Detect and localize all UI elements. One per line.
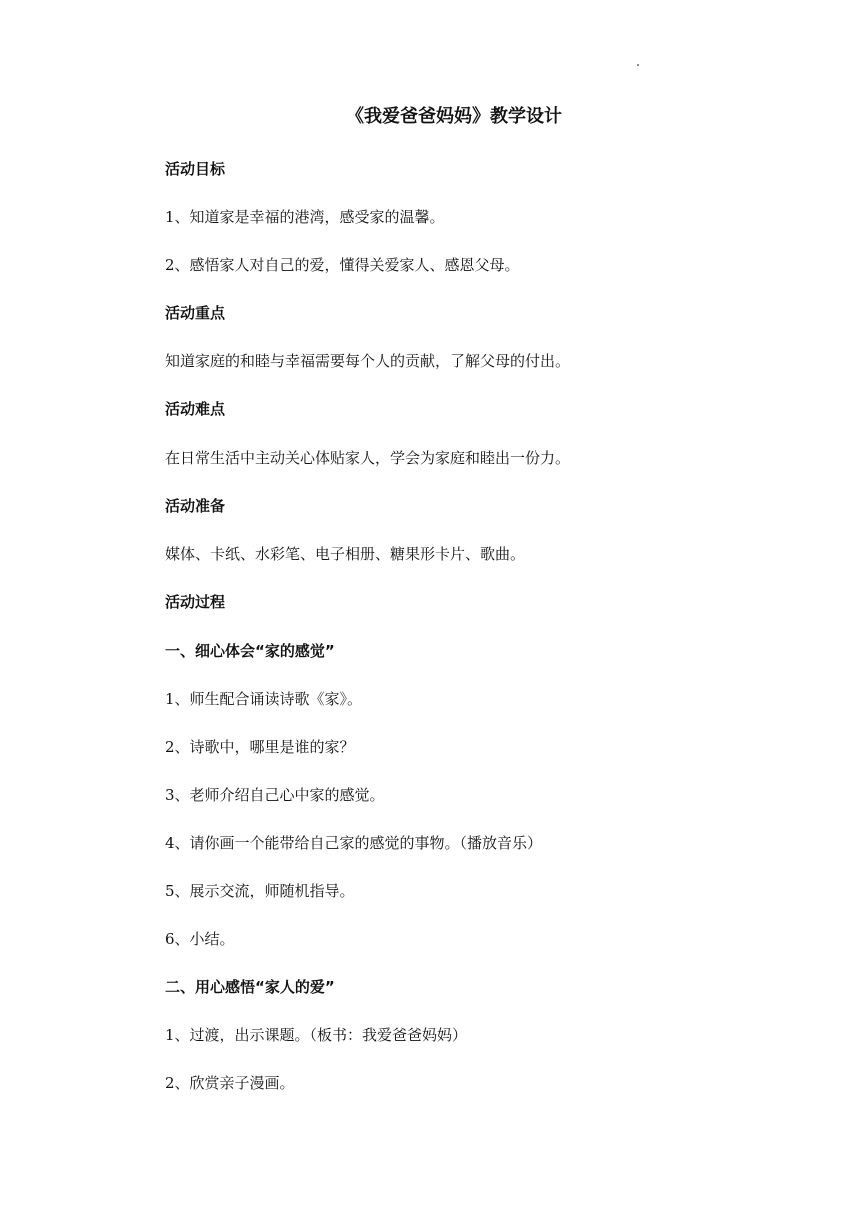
part-one-item: 2、诗歌中，哪里是谁的家？ xyxy=(165,738,355,756)
process-heading: 活动过程 xyxy=(165,593,226,611)
preparation-text: 媒体、卡纸、水彩笔、电子相册、糖果形卡片、歌曲。 xyxy=(165,545,526,563)
goal-item: 1、知道家是幸福的港湾，感受家的温馨。 xyxy=(165,208,445,226)
part-two-item: 1、过渡，出示课题。（板书：我爱爸爸妈妈） xyxy=(165,1026,468,1044)
goals-heading: 活动目标 xyxy=(165,160,226,178)
part-two-heading: 二、用心感悟“家人的爱” xyxy=(165,978,335,996)
difficulty-text: 在日常生活中主动关心体贴家人，学会为家庭和睦出一份力。 xyxy=(165,449,571,467)
difficulty-heading: 活动难点 xyxy=(165,400,226,418)
goal-item: 2、感悟家人对自己的爱，懂得关爱家人、感恩父母。 xyxy=(165,256,520,274)
document-title: 《我爱爸爸妈妈》教学设计 xyxy=(346,106,562,127)
preparation-heading: 活动准备 xyxy=(165,497,226,515)
part-two-item: 2、欣赏亲子漫画。 xyxy=(165,1074,295,1092)
part-one-heading: 一、细心体会“家的感觉” xyxy=(165,642,335,660)
part-one-item: 5、展示交流，师随机指导。 xyxy=(165,882,355,900)
key-points-text: 知道家庭的和睦与幸福需要每个人的贡献，了解父母的付出。 xyxy=(165,352,571,370)
part-one-item: 4、请你画一个能带给自己家的感觉的事物。（播放音乐） xyxy=(165,834,543,852)
page-marker-dot xyxy=(637,64,639,66)
part-one-item: 1、师生配合诵读诗歌《家》。 xyxy=(165,690,363,708)
key-points-heading: 活动重点 xyxy=(165,304,226,322)
part-one-item: 6、小结。 xyxy=(165,930,235,948)
part-one-item: 3、老师介绍自己心中家的感觉。 xyxy=(165,786,385,804)
